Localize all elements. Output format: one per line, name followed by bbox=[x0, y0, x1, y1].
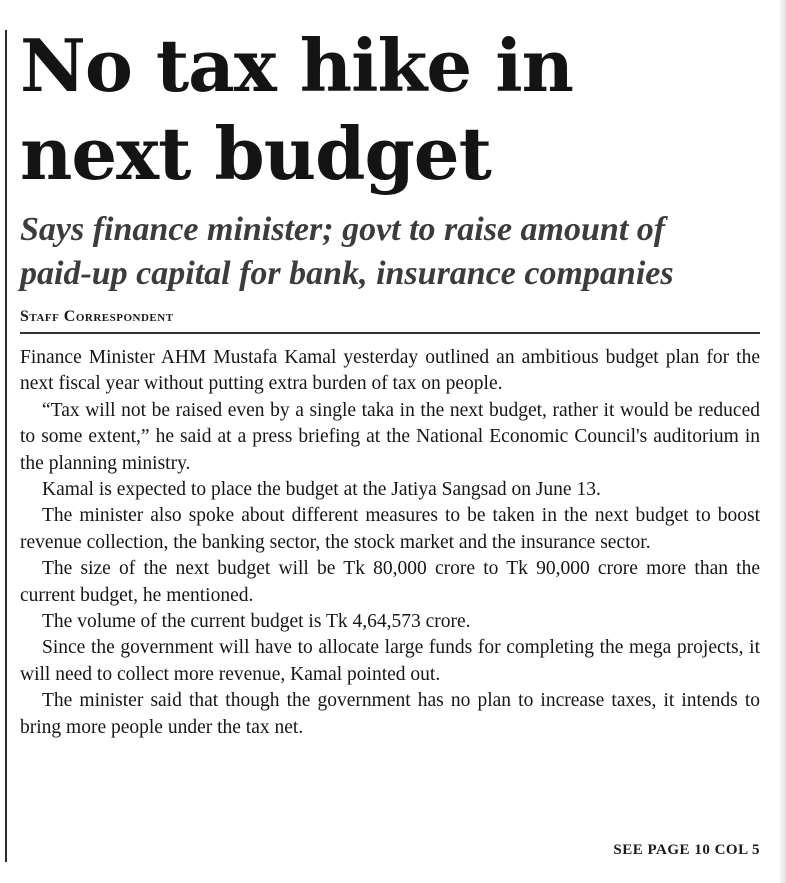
paragraph: Finance Minister AHM Mustafa Kamal yesterday outlined an ambitious budget plan for the next fiscal year without putting extra burden of tax on people. bbox=[20, 347, 760, 395]
paragraph: The minister said that though the government has no plan to increase taxes, it intends to bring more people under the tax net. bbox=[20, 690, 760, 738]
byline: Staff Correspondent bbox=[20, 308, 174, 325]
page-edge bbox=[780, 0, 786, 883]
headline bbox=[20, 0, 760, 198]
article-body bbox=[20, 345, 760, 741]
continuation-note: SEE PAGE 10 COL 5 bbox=[613, 842, 760, 858]
subheadline-line-2: paid-up capital for bank, insurance companies bbox=[20, 255, 674, 292]
column-rule bbox=[5, 30, 7, 862]
byline-divider bbox=[20, 332, 760, 334]
subheadline-line-1: Says finance minister; govt to raise amount of bbox=[20, 211, 666, 248]
news-article bbox=[20, 0, 760, 858]
paragraph: Since the government will have to allocate large funds for completing the mega projects, it will need to collect more revenue, Kamal pointed out. bbox=[20, 637, 760, 685]
paragraph: The minister also spoke about different measures to be taken in the next budget to boost revenue collection, the banking sector, the stock market and the insurance sector. bbox=[20, 505, 760, 553]
paragraph: Kamal is expected to place the budget at the Jatiya Sangsad on June 13. bbox=[42, 479, 601, 501]
paragraph: “Tax will not be raised even by a single taka in the next budget, rather it would be reduced to some extent,” he said at a press briefing at the National Economic Council's auditorium in the planning ministry. bbox=[20, 399, 760, 474]
headline-line-2: next budget bbox=[20, 111, 491, 196]
headline-line-1: No tax hike in bbox=[20, 23, 573, 108]
paragraph: The volume of the current budget is Tk 4,64,573 crore. bbox=[42, 611, 471, 633]
subheadline bbox=[20, 208, 760, 296]
paragraph: The size of the next budget will be Tk 80,000 crore to Tk 90,000 crore more than the current budget, he mentioned. bbox=[20, 558, 760, 606]
